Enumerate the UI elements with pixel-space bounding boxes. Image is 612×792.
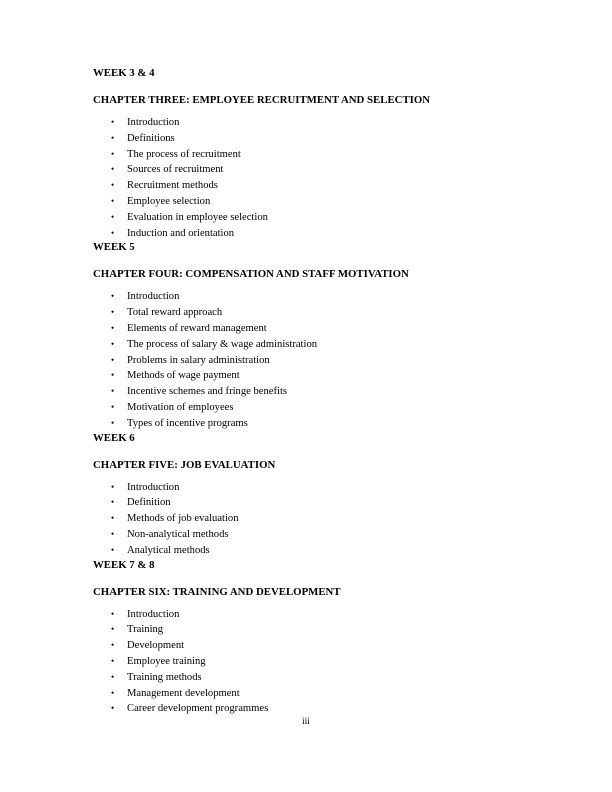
section-week-6 <box>93 432 563 559</box>
topic-label: Introduction <box>127 481 180 493</box>
topic-label: Methods of job evaluation <box>127 513 239 525</box>
topic-label: Introduction <box>127 608 180 620</box>
bullet-icon: • <box>111 195 115 206</box>
bullet-icon: • <box>111 655 115 666</box>
bullet-icon: • <box>111 164 115 175</box>
list-item <box>93 638 563 654</box>
bullet-icon: • <box>111 544 115 555</box>
bullet-icon: • <box>111 687 115 698</box>
week-heading: WEEK 3 & 4 <box>93 67 155 79</box>
bullet-icon: • <box>111 322 115 333</box>
bullet-icon: • <box>111 528 115 539</box>
list-item <box>93 654 563 670</box>
topic-list <box>93 289 563 431</box>
week-heading: WEEK 6 <box>93 431 135 444</box>
list-item <box>93 495 563 511</box>
topic-list <box>93 115 563 241</box>
list-item <box>93 384 563 400</box>
bullet-icon: • <box>111 513 115 524</box>
list-item <box>93 289 563 305</box>
bullet-icon: • <box>111 117 115 127</box>
topic-label: Development <box>127 640 185 652</box>
list-item <box>93 368 563 384</box>
topic-label: Recruitment methods <box>127 180 218 192</box>
bullet-icon: • <box>111 148 115 159</box>
topic-label: Non-analytical methods <box>127 528 229 540</box>
bullet-icon: • <box>111 608 115 619</box>
bullet-icon: • <box>111 640 115 651</box>
topic-label: Total reward approach <box>127 307 223 319</box>
week-heading: WEEK 7 & 8 <box>93 558 155 571</box>
bullet-icon: • <box>111 497 115 508</box>
list-item <box>93 147 563 163</box>
bullet-icon: • <box>111 307 115 318</box>
topic-label: Problems in salary administration <box>127 354 270 366</box>
topic-label: Employee training <box>127 655 206 667</box>
topic-label: Employee selection <box>127 195 211 207</box>
section-week-7-8 <box>93 559 563 718</box>
list-item <box>93 701 563 717</box>
topic-label: The process of recruitment <box>127 148 241 160</box>
bullet-icon: • <box>111 703 115 714</box>
chapter-heading: CHAPTER THREE: EMPLOYEE RECRUITMENT AND SELECTION <box>93 94 431 106</box>
bullet-icon: • <box>111 624 115 635</box>
list-item <box>93 337 563 353</box>
bullet-icon: • <box>111 338 115 349</box>
document-body <box>93 67 563 717</box>
topic-label: Elements of reward management <box>127 322 267 334</box>
bullet-icon: • <box>111 481 115 492</box>
topic-label: Training <box>127 624 164 636</box>
section-week-5 <box>93 241 563 431</box>
list-item <box>93 416 563 432</box>
topic-label: Methods of wage payment <box>127 370 240 382</box>
bullet-icon: • <box>111 401 115 412</box>
bullet-icon: • <box>111 386 115 397</box>
bullet-icon: • <box>111 417 115 428</box>
topic-list <box>93 480 563 559</box>
chapter-heading: CHAPTER FOUR: COMPENSATION AND STAFF MOTIVATION <box>93 268 409 281</box>
list-item <box>93 480 563 496</box>
topic-label: Induction and orientation <box>127 227 235 239</box>
list-item <box>93 321 563 337</box>
list-item <box>93 527 563 543</box>
bullet-icon: • <box>111 370 115 381</box>
bullet-icon: • <box>111 354 115 365</box>
list-item <box>93 131 563 147</box>
list-item <box>93 226 563 242</box>
list-item <box>93 400 563 416</box>
list-item <box>93 115 563 131</box>
bullet-icon: • <box>111 132 115 143</box>
topic-label: Motivation of employees <box>127 401 234 413</box>
topic-label: Analytical methods <box>127 544 210 556</box>
bullet-icon: • <box>111 227 115 238</box>
topic-label: Types of incentive programs <box>127 417 248 429</box>
topic-label: Training methods <box>127 671 202 683</box>
list-item <box>93 353 563 369</box>
topic-label: Evaluation in employee selection <box>127 211 268 223</box>
topic-label: Sources of recruitment <box>127 164 224 176</box>
topic-label: Incentive schemes and fringe benefits <box>127 386 288 398</box>
list-item <box>93 511 563 527</box>
topic-label: Career development programmes <box>127 703 269 715</box>
list-item <box>93 670 563 686</box>
list-item <box>93 543 563 559</box>
topic-label: Management development <box>127 687 240 699</box>
list-item <box>93 607 563 623</box>
list-item <box>93 305 563 321</box>
list-item <box>93 210 563 226</box>
bullet-icon: • <box>111 211 115 222</box>
topic-label: Introduction <box>127 291 180 303</box>
bullet-icon: • <box>111 180 115 191</box>
section-week-3-4 <box>93 67 563 241</box>
bullet-icon: • <box>111 291 115 302</box>
topic-list <box>93 607 563 718</box>
bullet-icon: • <box>111 671 115 682</box>
topic-label: Introduction <box>127 117 180 128</box>
topic-label: The process of salary & wage administration <box>127 338 318 350</box>
list-item <box>93 162 563 178</box>
week-heading: WEEK 5 <box>93 241 135 254</box>
list-item <box>93 178 563 194</box>
topic-label: Definitions <box>127 132 175 144</box>
list-item <box>93 194 563 210</box>
chapter-heading: CHAPTER SIX: TRAINING AND DEVELOPMENT <box>93 585 341 598</box>
page-number: iii <box>302 717 310 727</box>
list-item <box>93 622 563 638</box>
chapter-heading: CHAPTER FIVE: JOB EVALUATION <box>93 458 276 471</box>
list-item <box>93 686 563 702</box>
topic-label: Definition <box>127 497 171 509</box>
